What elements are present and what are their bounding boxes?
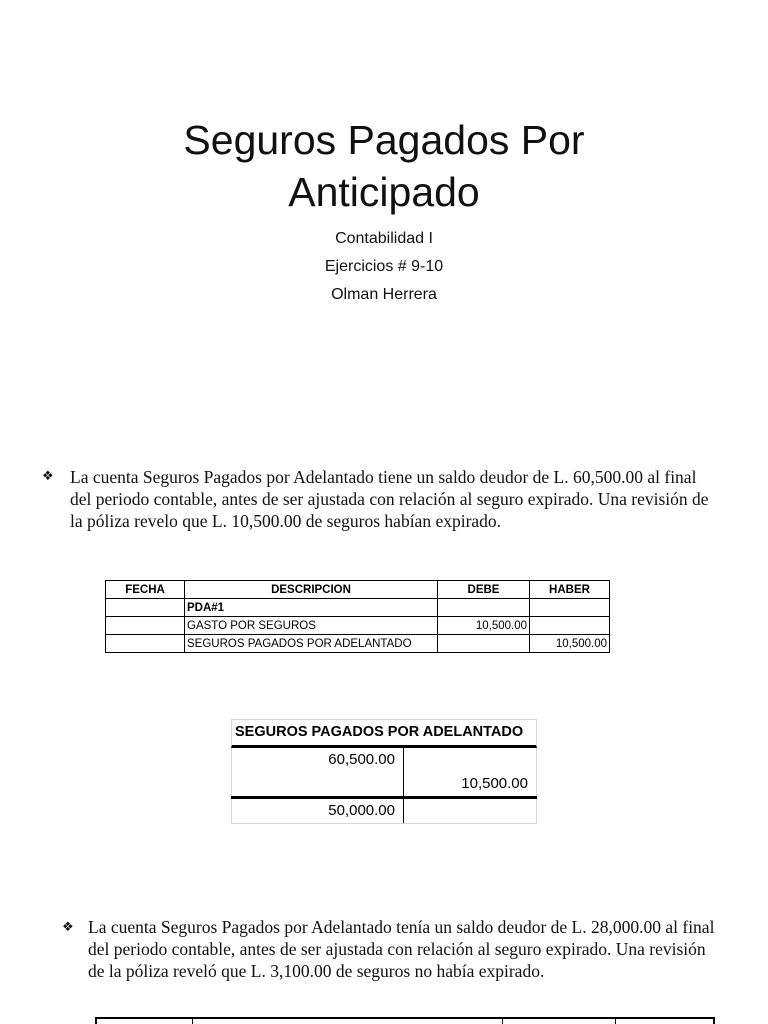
cell-haber bbox=[530, 599, 610, 617]
cell-descripcion: SEGUROS PAGADOS POR ADELANTADO bbox=[185, 635, 438, 653]
title-line-2: Anticipado bbox=[288, 169, 480, 215]
cell-haber bbox=[530, 617, 610, 635]
bullet-icon: ❖ bbox=[42, 469, 54, 484]
header-haber: HABER bbox=[530, 581, 610, 599]
t-account-title: SEGUROS PAGADOS POR ADELANTADO bbox=[231, 719, 537, 748]
page-title bbox=[0, 114, 768, 218]
t-account-credit bbox=[404, 799, 537, 823]
cell-fecha bbox=[106, 617, 185, 635]
title-line-1: Seguros Pagados Por bbox=[183, 117, 585, 163]
t-account-row bbox=[231, 772, 537, 799]
table-divider bbox=[615, 1017, 616, 1024]
bullet-icon: ❖ bbox=[62, 920, 74, 935]
table-divider bbox=[192, 1017, 193, 1024]
exercise-1-text: La cuenta Seguros Pagados por Adelantado tiene un saldo deudor de L. 60,500.00 al final del periodo contable, antes de ser ajustada con relación al seguro expirado. Una revisión de la póliza revelo que L. 10,500.00 de seguros habían expirado. bbox=[70, 467, 709, 531]
exercise-2-text: La cuenta Seguros Pagados por Adelantado tenía un saldo deudor de L. 28,000.00 al final del periodo contable, antes de ser ajustada con relación al seguro expirado. Una revisión de la póliza reveló que L. 3,100.00 de seguros no había expirado. bbox=[88, 917, 715, 981]
table-row bbox=[106, 599, 610, 617]
subtitle-exercises: Ejercicios # 9-10 bbox=[324, 258, 444, 275]
t-account-balance-row bbox=[231, 799, 537, 824]
table-row bbox=[106, 617, 610, 635]
t-account-credit: 10,500.00 bbox=[404, 772, 537, 796]
header-debe: DEBE bbox=[438, 581, 530, 599]
journal-entry-table bbox=[105, 580, 610, 653]
t-account-debit bbox=[231, 772, 404, 796]
cell-descripcion: PDA#1 bbox=[185, 599, 438, 617]
cell-fecha bbox=[106, 599, 185, 617]
subtitle-course: Contabilidad I bbox=[335, 230, 433, 247]
journal-table-2-top bbox=[95, 1017, 715, 1024]
table-divider bbox=[502, 1017, 503, 1024]
cell-descripcion: GASTO POR SEGUROS bbox=[185, 617, 438, 635]
cell-haber: 10,500.00 bbox=[530, 635, 610, 653]
header-descripcion: DESCRIPCION bbox=[185, 581, 438, 599]
t-account-row bbox=[231, 748, 537, 772]
cell-debe bbox=[438, 599, 530, 617]
cell-debe: 10,500.00 bbox=[438, 617, 530, 635]
cell-debe bbox=[438, 635, 530, 653]
t-account-debit: 60,500.00 bbox=[231, 748, 404, 772]
t-account-balance: 50,000.00 bbox=[231, 799, 404, 823]
t-account-credit bbox=[404, 748, 537, 772]
table-row bbox=[106, 635, 610, 653]
subtitle-author: Olman Herrera bbox=[331, 286, 437, 303]
cell-fecha bbox=[106, 635, 185, 653]
t-account bbox=[231, 719, 537, 824]
table-header-row bbox=[106, 581, 610, 599]
header-fecha: FECHA bbox=[106, 581, 185, 599]
